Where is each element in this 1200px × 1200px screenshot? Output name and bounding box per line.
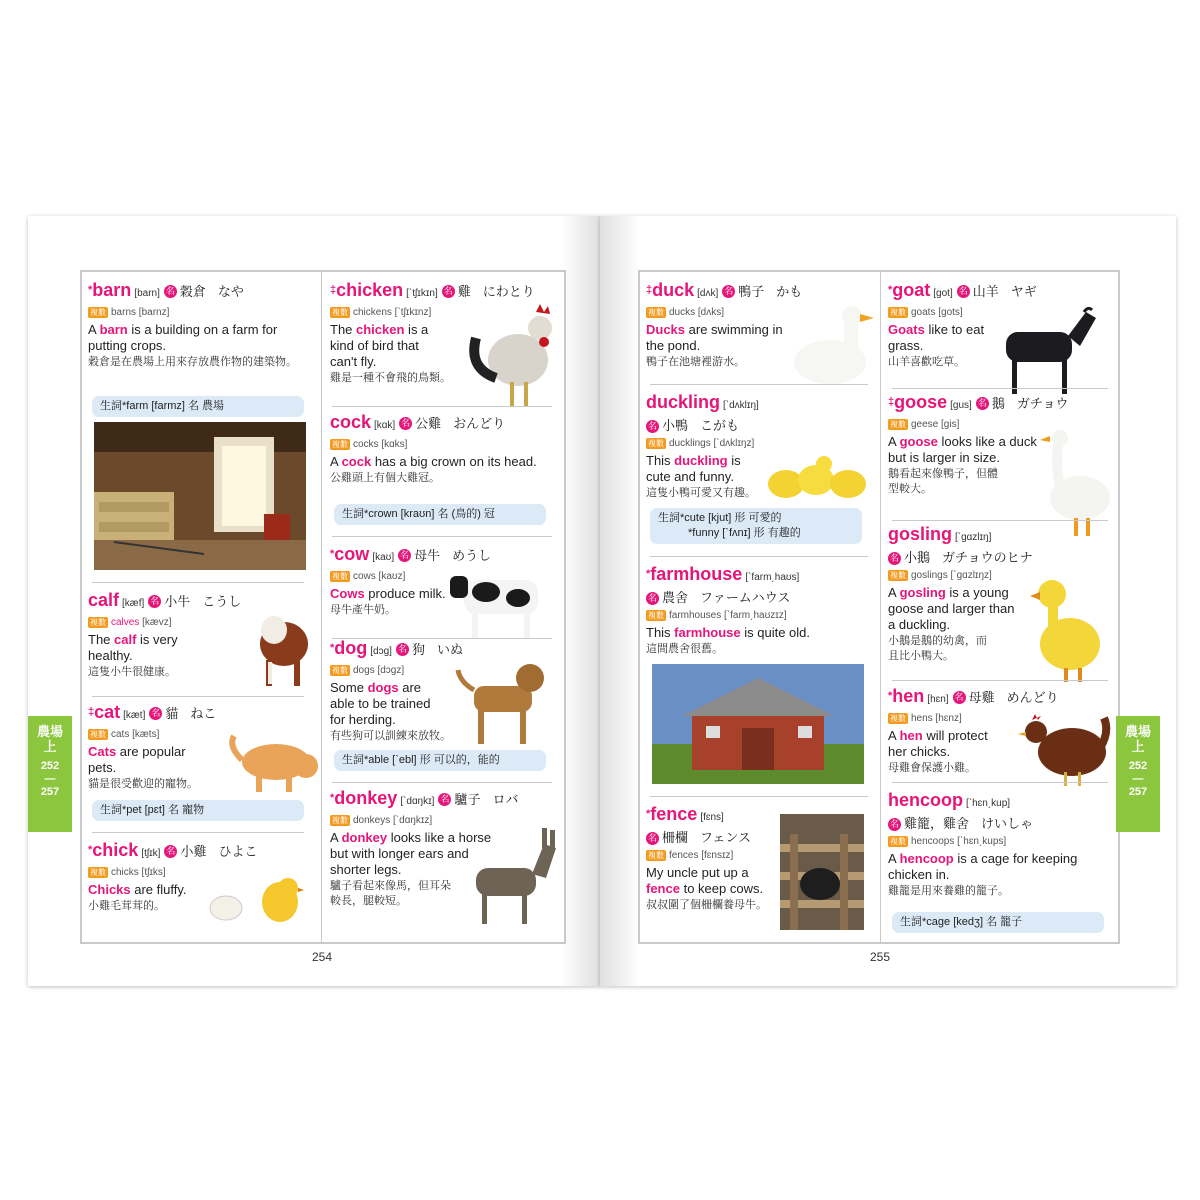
related-word-box: 生詞*cute [kjut] 形 可愛的 *funny [ˋfʌnɪ] 形 有趣的 xyxy=(650,508,862,544)
right-page xyxy=(600,216,1176,986)
ipa: [fɛns] xyxy=(700,812,724,823)
example-translation: 這間農舍很舊。 xyxy=(646,643,723,655)
plural-tag: 複數 xyxy=(890,419,906,429)
plural-form: hencoops [ˋhɛn͵kups] xyxy=(911,836,1007,847)
chinese-meaning: 公雞 xyxy=(415,416,442,431)
entry-separator xyxy=(892,388,1108,389)
example-sentence: The calf is very healthy. xyxy=(88,632,178,663)
column-divider xyxy=(321,272,322,942)
example-translation: 驢子看起來像馬，但耳朵較長，腿較短。 xyxy=(330,880,451,907)
plural-form: ducks [dʌks] xyxy=(669,307,725,318)
chinese-meaning: 穀倉 xyxy=(179,284,206,299)
plural-form: goats [gots] xyxy=(911,307,963,318)
example-translation: 雞籠是用來養雞的籠子。 xyxy=(888,885,1009,897)
example-sentence: My uncle put up a fence to keep cows. xyxy=(646,865,764,896)
pos-badge: 名 xyxy=(647,833,657,844)
example-translation: 母牛產牛奶。 xyxy=(330,604,396,616)
related-word-box: 生詞*crown [kraʊn] 名 (鳥的) 冠 xyxy=(334,504,546,525)
plural-form: barns [barnz] xyxy=(111,307,170,318)
headword: calf xyxy=(88,590,120,610)
entry-goat: *goat [got] 名 山羊 ヤギ 複數 goats [gots] Goats like to eat grass. 山羊喜歡吃草。 xyxy=(888,280,1114,370)
chinese-meaning: 小牛 xyxy=(164,594,191,609)
chinese-meaning: 鵝 xyxy=(991,396,1005,411)
goose-photo xyxy=(1040,428,1118,538)
ipa: [ˋgɑzlɪŋ] xyxy=(955,532,992,543)
pos-badge: 名 xyxy=(889,553,899,564)
plural-tag: 複數 xyxy=(90,729,106,739)
pos-badge: 名 xyxy=(889,819,899,830)
plural-form: goslings [ˋgɑzlɪŋz] xyxy=(911,570,992,581)
related-word-box: 生詞*farm [farmz] 名 農場 xyxy=(92,396,304,417)
japanese-meaning: いぬ xyxy=(436,642,463,657)
plural-tag: 複數 xyxy=(648,610,664,620)
entry-chick: *chick [tʃɪk] 名 小雞 ひよこ 複數 chicks [tʃɪks] Chicks are fluffy. 小雞毛茸茸的。 xyxy=(88,840,314,914)
example-sentence: Goats like to eat grass. xyxy=(888,322,985,353)
pos-badge: 名 xyxy=(647,421,657,432)
plural-tag: 複數 xyxy=(648,307,664,317)
entry-donkey: *donkey [ˋdɑŋkɪ] 名 驢子 ロバ 複數 donkeys [ˋdɑŋkɪz] A donkey looks like a horse but with longer ears and shorter legs. 驢子看起來像馬，但耳朵較長，腿較短。 xyxy=(330,788,519,907)
example-sentence: Cats are popular pets. xyxy=(88,744,186,775)
right-content-frame xyxy=(638,270,1120,944)
section-tab-right[interactable]: 農場 上 252 — 257 xyxy=(1116,716,1160,832)
section-tab-left[interactable]: 農場 上 252 — 257 xyxy=(28,716,72,832)
chick-photo xyxy=(202,870,312,926)
plural-tag: 複數 xyxy=(890,836,906,846)
chinese-meaning: 農舍 xyxy=(662,590,689,605)
headword: farmhouse xyxy=(650,564,743,584)
example-translation: 叔叔圍了個柵欄養母牛。 xyxy=(646,899,767,911)
japanese-meaning: なや xyxy=(217,284,244,299)
entry-cock xyxy=(330,412,558,486)
entry-separator xyxy=(892,520,1108,521)
ipa: [ˋdɑŋkɪ] xyxy=(400,796,435,807)
entry-separator xyxy=(332,782,552,783)
cat-photo xyxy=(226,732,318,794)
entry-separator xyxy=(332,536,552,537)
headword: dog xyxy=(334,638,368,658)
example-sentence: Chicks are fluffy. xyxy=(88,882,187,897)
example-sentence: This duckling is cute and funny. xyxy=(646,453,741,484)
ipa: [dʌk] xyxy=(697,288,719,299)
headword: chick xyxy=(92,840,139,860)
pos-badge: 名 xyxy=(977,398,987,409)
example-translation: 鴨子在池塘裡游水。 xyxy=(646,356,745,368)
entry-separator xyxy=(92,582,304,583)
plural-form: cocks [kɑks] xyxy=(353,439,408,450)
hen-photo xyxy=(1018,712,1112,788)
ipa: [ˋfarm͵haʊs] xyxy=(745,572,800,583)
pos-badge: 名 xyxy=(647,593,657,604)
headword: goose xyxy=(894,392,948,412)
entry-chicken: ‡chicken [ˋtʃɪkɪn] 名 雞 にわとり 複數 chickens [ˋtʃɪkɪnz] The chicken is a kind of bird that can't fly. 雞是一種不會飛的鳥類。 xyxy=(330,280,558,386)
entry-duck: ‡duck [dʌk] 名 鴨子 かも 複數 ducks [dʌks] Ducks are swimming in the pond. 鴨子在池塘裡游水。 xyxy=(646,280,874,370)
entry-hen: *hen [hɛn] 名 母雞 めんどり 複數 hens [hɛnz] A hen will protect her chicks. 母雞會保護小雞。 xyxy=(888,686,1114,776)
chinese-meaning: 小鵝 xyxy=(904,550,931,565)
chinese-meaning: 山羊 xyxy=(972,284,999,299)
chinese-meaning: 小鴨 xyxy=(662,418,689,433)
example-sentence: A hencoop is a cage for keeping chicken in. xyxy=(888,851,1078,882)
pos-badge: 名 xyxy=(954,692,964,703)
pos-badge: 名 xyxy=(397,644,407,655)
pos-badge: 名 xyxy=(958,286,968,297)
example-translation: 貓是很受歡迎的寵物。 xyxy=(88,778,198,790)
chinese-meaning: 雞 xyxy=(457,284,471,299)
ipa: [got] xyxy=(933,288,953,299)
left-page xyxy=(28,216,600,986)
example-translation: 小雞毛茸茸的。 xyxy=(88,900,165,912)
example-translation: 雞是一種不會飛的鳥類。 xyxy=(330,372,451,384)
japanese-meaning: ねこ xyxy=(190,706,217,721)
donkey-photo xyxy=(470,828,562,928)
chinese-meaning: 貓 xyxy=(165,706,179,721)
right-gutter-shadow xyxy=(600,216,640,986)
example-sentence: Ducks are swimming in the pond. xyxy=(646,322,783,353)
plural-form: hens [hɛnz] xyxy=(911,713,962,724)
headword: goat xyxy=(892,280,931,300)
ipa: [kæt] xyxy=(123,710,146,721)
pos-badge: 名 xyxy=(165,286,175,297)
example-translation: 母雞會保護小雞。 xyxy=(888,762,976,774)
headword: hencoop xyxy=(888,790,963,810)
japanese-meaning: フェンス xyxy=(700,830,751,845)
plural-tag: 複數 xyxy=(332,571,348,581)
ipa: [ˋdʌklɪŋ] xyxy=(723,400,759,411)
ipa: [kɑk] xyxy=(374,420,396,431)
pos-badge: 名 xyxy=(400,550,410,561)
headword: fence xyxy=(650,804,698,824)
headword: gosling xyxy=(888,524,952,544)
headword: hen xyxy=(892,686,925,706)
japanese-meaning: ガチョウ xyxy=(1016,396,1069,411)
japanese-meaning: ガチョウのヒナ xyxy=(942,550,1033,565)
barn-interior-photo xyxy=(94,422,306,570)
plural-form: dogs [dɔgz] xyxy=(353,665,405,676)
example-translation: 山羊喜歡吃草。 xyxy=(888,356,965,368)
example-sentence: A donkey looks like a horse but with longer ears and shorter legs. xyxy=(330,830,492,877)
example-sentence: A barn is a building on a farm for putting crops. xyxy=(88,322,278,353)
entry-separator xyxy=(332,406,552,407)
example-translation: 公雞頭上有個大雞冠。 xyxy=(330,472,440,484)
ipa: [kaʊ] xyxy=(372,552,395,563)
example-sentence: The chicken is a kind of bird that can't fly. xyxy=(330,322,429,369)
pos-badge: 名 xyxy=(150,596,160,607)
plural-tag: 複數 xyxy=(332,665,348,675)
japanese-meaning: ロバ xyxy=(492,792,519,807)
example-sentence: A gosling is a young goose and larger than a duckling. xyxy=(888,585,1015,632)
entry-barn: *barn [barn] 名 穀倉 なや 複數 barns [barnz] A barn is a building on a farm for putting crops. 穀倉是在農場上用來存放農作物的建築物。 xyxy=(88,280,314,370)
example-translation: 鵝看起來像鴨子，但體型較大。 xyxy=(888,468,998,495)
japanese-meaning: おんどり xyxy=(453,416,506,431)
pos-badge: 名 xyxy=(166,846,176,857)
page-number-left: 254 xyxy=(312,950,333,964)
pos-badge: 名 xyxy=(440,794,450,805)
fence-photo xyxy=(780,814,864,930)
left-gutter-shadow xyxy=(560,216,600,986)
japanese-meaning: ひよこ xyxy=(218,844,258,859)
headword: donkey xyxy=(334,788,398,808)
entry-farmhouse: *farmhouse [ˋfarm͵haʊs] 名 農舍 ファームハウス 複數 farmhouses [ˋfarm͵haʊzɪz] This farmhouse is quite old. 這間農舍很舊。 xyxy=(646,564,874,657)
entry-cow: *cow [kaʊ] 名 母牛 めうし 複數 cows [kaʊz] Cows produce milk. 母牛產牛奶。 xyxy=(330,544,558,618)
chinese-meaning: 雞籠，雞舍 xyxy=(904,816,970,831)
example-sentence: A hen will protect her chicks. xyxy=(888,728,988,759)
plural-form: ducklings [ˋdʌklɪŋz] xyxy=(669,438,755,449)
column-divider xyxy=(880,272,881,942)
plural-tag: 複數 xyxy=(90,867,106,877)
japanese-meaning: にわとり xyxy=(482,284,535,299)
pos-badge: 名 xyxy=(724,286,734,297)
example-translation: 這隻小鴨可愛又有趣。 xyxy=(646,487,756,499)
ipa: [hɛn] xyxy=(927,694,949,705)
headword: cat xyxy=(94,702,121,722)
entry-separator xyxy=(92,696,304,697)
entry-cat: ‡cat [kæt] 名 貓 ねこ 複數 cats [kæts] Cats are popular pets. 貓是很受歡迎的寵物。 xyxy=(88,702,314,792)
plural-tag: 複數 xyxy=(648,850,664,860)
example-translation: 這隻小牛很健康。 xyxy=(88,666,176,678)
example-translation: 小鵝是鵝的幼禽，而且比小鴨大。 xyxy=(888,635,987,662)
goat-photo xyxy=(992,306,1104,398)
japanese-meaning: かも xyxy=(776,284,803,299)
example-sentence: Some dogs are able to be trained for herding. xyxy=(330,680,431,727)
plural-form: cats [kæts] xyxy=(111,729,160,740)
plural-tag: 複數 xyxy=(890,713,906,723)
example-translation: 有些狗可以訓練來放牧。 xyxy=(330,730,451,742)
japanese-meaning: ファームハウス xyxy=(700,590,791,605)
entry-separator xyxy=(650,556,868,557)
plural-tag: 複數 xyxy=(890,307,906,317)
japanese-meaning: めうし xyxy=(452,548,492,563)
related-word-box: 生詞*cage [kedʒ] 名 籠子 xyxy=(892,912,1104,933)
calf-photo xyxy=(254,602,312,688)
entry-separator xyxy=(892,680,1108,681)
entry-goose: ‡goose [gus] 名 鵝 ガチョウ 複數 geese [gis] A goose looks like a duck but is larger in size. 鵝看起來像鴨子，但體型較大。 xyxy=(888,392,1069,495)
ducklings-photo xyxy=(764,452,870,502)
chinese-meaning: 柵欄 xyxy=(662,830,689,845)
duck-photo xyxy=(788,302,878,392)
plural-form: farmhouses [ˋfarm͵haʊzɪz] xyxy=(669,610,787,621)
example-translation: 穀倉是在農場上用來存放農作物的建築物。 xyxy=(88,356,297,368)
plural-tag: 複數 xyxy=(648,438,664,448)
ipa: [tʃɪk] xyxy=(141,848,161,859)
plural-form: [kævz] xyxy=(139,617,172,628)
dog-photo xyxy=(454,658,554,748)
ipa: [ˋtʃɪkɪn] xyxy=(406,288,438,299)
headword: chicken xyxy=(336,280,404,300)
headword: duck xyxy=(652,280,695,300)
japanese-meaning: けいしゃ xyxy=(981,816,1034,831)
plural-form: fences [fɛnsɪz] xyxy=(669,850,734,861)
japanese-meaning: ヤギ xyxy=(1010,284,1037,299)
open-book xyxy=(28,216,1176,986)
entry-separator xyxy=(892,782,1108,783)
farmhouse-photo xyxy=(652,664,864,784)
example-sentence: This farmhouse is quite old. xyxy=(646,625,811,640)
plural-tag: 複數 xyxy=(890,570,906,580)
pos-badge: 名 xyxy=(443,286,453,297)
japanese-meaning: こうし xyxy=(202,594,242,609)
ipa: [kæf] xyxy=(122,598,145,609)
example-sentence: A goose looks like a duck but is larger in size. xyxy=(888,434,1037,465)
chinese-meaning: 母雞 xyxy=(968,690,995,705)
pos-badge: 名 xyxy=(401,418,411,429)
japanese-meaning: めんどり xyxy=(1006,690,1059,705)
headword: barn xyxy=(92,280,132,300)
entry-fence: *fence [fɛns] 名 柵欄 フェンス 複數 fences [fɛnsɪz] My uncle put up a fence to keep cows. 叔叔圍了個柵欄養母牛。 xyxy=(646,804,874,913)
ipa: [gus] xyxy=(950,400,972,411)
headword: cow xyxy=(334,544,370,564)
entry-dog: *dog [dɔg] 名 狗 いぬ 複數 dogs [dɔgz] Some dogs are able to be trained for herding. 有些狗可以訓練來放牧。 xyxy=(330,638,558,744)
chinese-meaning: 小雞 xyxy=(180,844,207,859)
plural-form: donkeys [ˋdɑŋkɪz] xyxy=(353,815,433,826)
plural-tag: 複數 xyxy=(332,439,348,449)
plural-form: chickens [ˋtʃɪkɪnz] xyxy=(353,307,432,318)
chinese-meaning: 狗 xyxy=(411,642,425,657)
chinese-meaning: 母牛 xyxy=(414,548,441,563)
ipa: [barn] xyxy=(134,288,160,299)
japanese-meaning: こがも xyxy=(700,418,740,433)
pos-badge: 名 xyxy=(151,708,161,719)
plural-tag: 複數 xyxy=(332,307,348,317)
gosling-photo xyxy=(1030,572,1110,684)
entry-separator xyxy=(650,796,868,797)
plural-tag: 複數 xyxy=(90,617,106,627)
entry-hencoop xyxy=(888,790,1114,899)
ipa: [ˋhɛn͵kup] xyxy=(966,798,1011,809)
example-sentence: Cows produce milk. xyxy=(330,586,446,601)
entry-separator xyxy=(650,384,868,385)
headword: duckling xyxy=(646,392,721,412)
left-content-frame xyxy=(80,270,566,944)
headword: cock xyxy=(330,412,372,432)
example-sentence: A cock has a big crown on its head. xyxy=(330,454,537,469)
plural-tag: 複數 xyxy=(90,307,106,317)
plural-tag: 複數 xyxy=(332,815,348,825)
chinese-meaning: 驢子 xyxy=(454,792,481,807)
page-number-right: 255 xyxy=(870,950,891,964)
plural-form: cows [kaʊz] xyxy=(353,571,406,582)
rooster-photo xyxy=(466,298,562,410)
related-word-box: 生詞*able [ˋebl] 形 可以的，能的 xyxy=(334,750,546,771)
entry-separator xyxy=(92,832,304,833)
ipa: [dɔg] xyxy=(370,646,392,657)
plural-form: geese [gis] xyxy=(911,419,960,430)
related-word-box: 生詞*pet [pɛt] 名 寵物 xyxy=(92,800,304,821)
plural-form: chicks [tʃɪks] xyxy=(111,867,166,878)
entry-calf: calf [kæf] 名 小牛 こうし 複數 calves [kævz] The calf is very healthy. 這隻小牛很健康。 xyxy=(88,590,314,680)
chinese-meaning: 鴨子 xyxy=(738,284,765,299)
cow-photo xyxy=(448,566,554,642)
